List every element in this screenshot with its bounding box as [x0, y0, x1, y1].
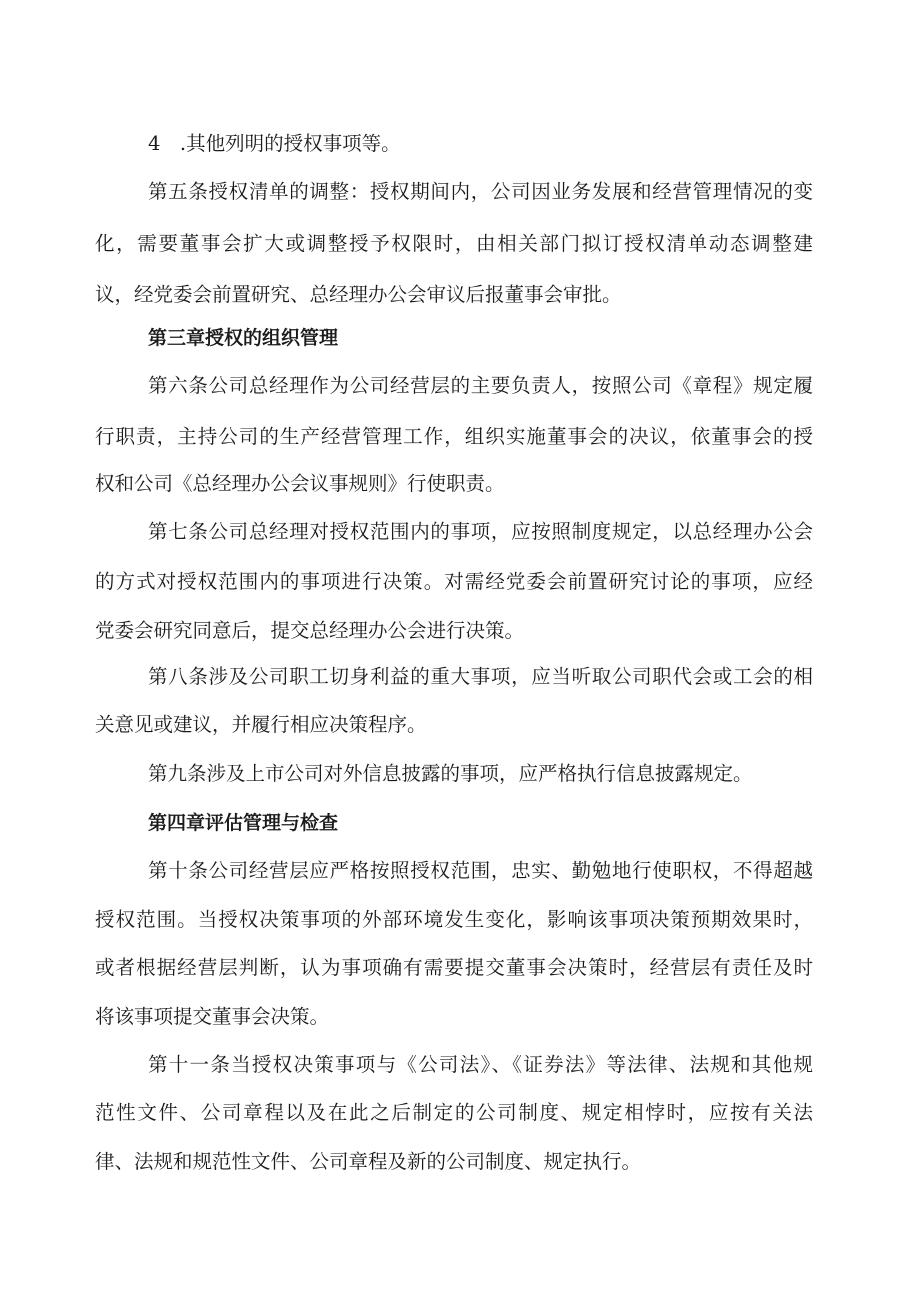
article-5-line-2: 化，需要董事会扩大或调整授予权限时，由相关部门拟订授权清单动态调整建: [95, 232, 813, 255]
article-9-text: 第九条涉及上市公司对外信息披露的事项，应严格执行信息披露规定。: [148, 762, 753, 785]
article-5-line-1: 第五条授权清单的调整：授权期间内，公司因业务发展和经营管理情况的变: [148, 180, 813, 203]
article-8-line-2: 关意见或建议，并履行相应决策程序。: [95, 713, 427, 736]
article-10-line-4: 将该事项提交董事会决策。: [95, 1005, 330, 1028]
article-11-line-3: 律、法规和规范性文件、公司章程及新的公司制度、规定执行。: [95, 1150, 642, 1173]
item-4-text: 4 .其他列明的授权事项等。: [148, 132, 401, 155]
chapter-4-heading: 第四章评估管理与检查: [148, 812, 339, 834]
article-10-line-2: 授权范围。当授权决策事项的外部环境发生变化，影响该事项决策预期效果时，: [95, 908, 813, 931]
article-7-line-3: 党委会研究同意后，提交总经理办公会进行决策。: [95, 619, 525, 642]
article-8-line-1: 第八条涉及公司职工切身利益的重大事项，应当听取公司职代会或工会的相: [148, 665, 813, 688]
chapter-3-heading: 第三章授权的组织管理: [148, 327, 339, 349]
article-7-line-2: 的方式对授权范围内的事项进行决策。对需经党委会前置研究讨论的事项，应经: [95, 570, 813, 593]
article-6-line-2: 行职责，主持公司的生产经营管理工作，组织实施董事会的决议，依董事会的授: [95, 425, 813, 448]
article-6-line-1: 第六条公司总经理作为公司经营层的主要负责人，按照公司《章程》规定履: [148, 374, 813, 397]
article-10-line-3: 或者根据经营层判断，认为事项确有需要提交董事会决策时，经营层有责任及时: [95, 956, 813, 979]
article-10-line-1: 第十条公司经营层应严格按照授权范围，忠实、勤勉地行使职权，不得超越: [148, 859, 813, 882]
article-11-line-1: 第十一条当授权决策事项与《公司法》、《证券法》等法律、法规和其他规: [148, 1053, 813, 1076]
article-7-line-1: 第七条公司总经理对授权范围内的事项，应按照制度规定，以总经理办公会: [148, 520, 813, 543]
article-11-line-2: 范性文件、公司章程以及在此之后制定的公司制度、规定相悖时，应按有关法: [95, 1101, 813, 1124]
article-5-line-3: 议，经党委会前置研究、总经理办公会审议后报董事会审批。: [95, 283, 622, 306]
article-6-line-3: 权和公司《总经理办公会议事规则》行使职责。: [95, 472, 505, 495]
